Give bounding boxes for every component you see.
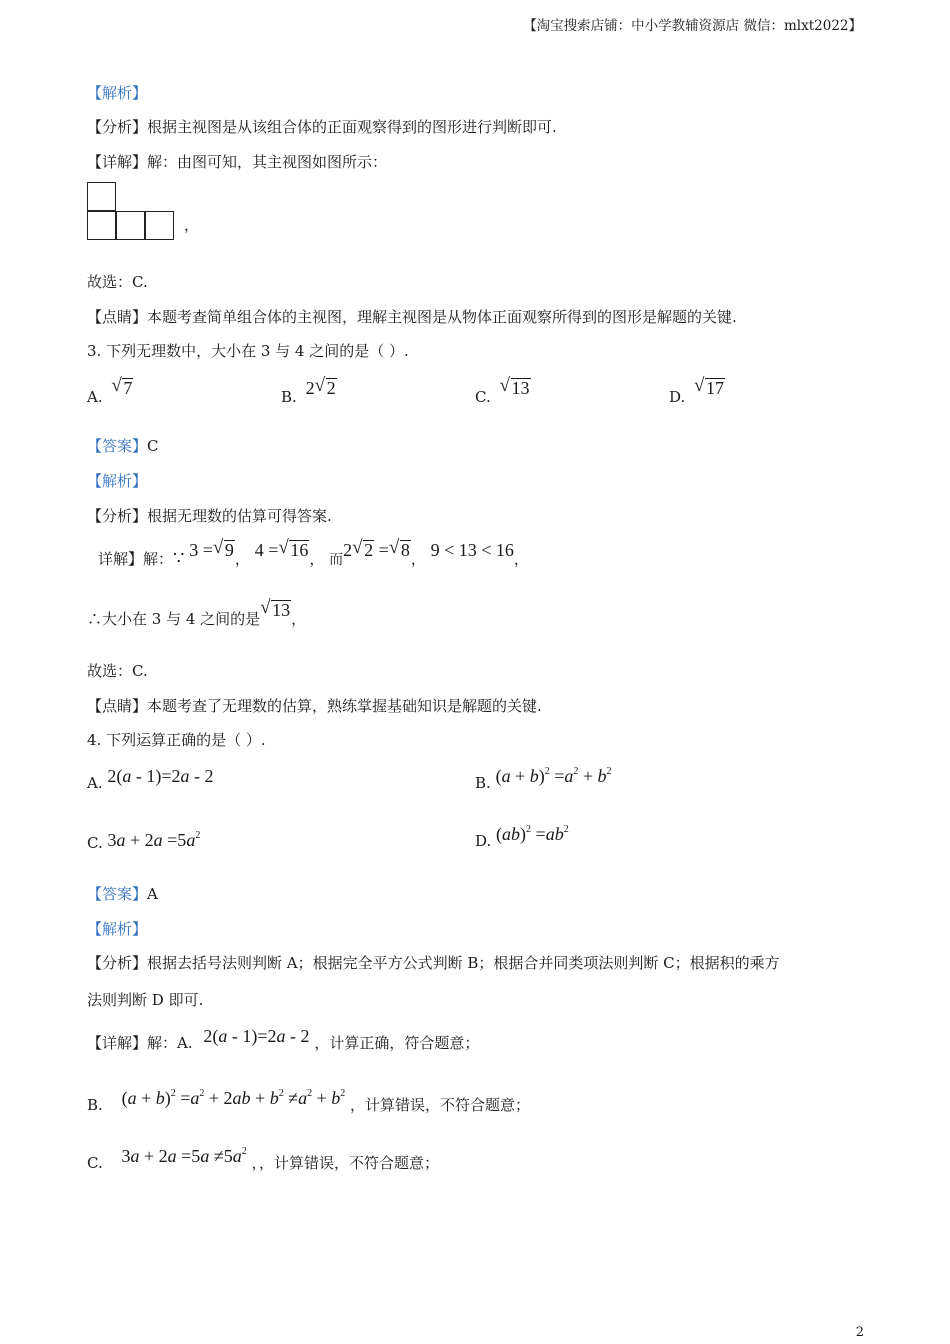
- sqrt-expression: [260, 597, 291, 621]
- xiangjie-prefix: 详解】解：: [98, 550, 174, 568]
- radical-sign-icon: √: [499, 375, 510, 396]
- q3-stem: 3. 下列无理数中，大小在 3 与 4 之间的是（ ）.: [87, 342, 409, 360]
- q3-option-b: [281, 375, 337, 406]
- figure-comma: ，: [184, 216, 200, 234]
- radical-sign-icon: √: [278, 537, 289, 558]
- q4-xiangjie-c: [87, 1146, 439, 1173]
- coefficient: 2: [343, 540, 353, 560]
- fenxi-tag: 【分析】: [87, 118, 148, 136]
- comma: ，: [291, 610, 307, 628]
- fenxi-line: [87, 116, 557, 137]
- sqrt-expression: [499, 375, 531, 399]
- radical-sign-icon: √: [694, 375, 705, 396]
- comma: ，: [234, 550, 250, 568]
- figure-cell-top: [87, 182, 116, 211]
- option-label: B.: [475, 774, 491, 792]
- option-label: B.: [281, 388, 297, 406]
- q4-xiangjie-b: [87, 1088, 530, 1115]
- radicand: 16: [290, 540, 309, 560]
- radicand: 7: [123, 378, 133, 398]
- figure-cell-bottom-3: [145, 211, 174, 240]
- sqrt-expression: [278, 537, 309, 561]
- inequality: 9 < 13 < 16: [430, 540, 514, 560]
- sqrt-expression: [212, 537, 235, 561]
- q3-therefore-line: [87, 597, 307, 629]
- xiangjie-suffix: ，计算正确，符合题意；: [314, 1034, 480, 1052]
- math-expression: 2(a - 1)=2a - 2: [203, 1026, 310, 1046]
- q3-answer-line: [87, 435, 159, 456]
- eq-lhs: 3 =: [189, 540, 213, 560]
- dianjing-text: 本题考查了无理数的估算，熟练掌握基础知识是解题的关键.: [147, 697, 542, 715]
- figure-cell-bottom-2: [116, 211, 145, 240]
- therefore-text: ∴大小在 3 与 4 之间的是: [87, 610, 261, 628]
- q4-analysis-tag: 【解析】: [87, 920, 148, 938]
- fenxi-tag: 【分析】: [87, 507, 148, 525]
- option-label: A.: [87, 388, 103, 406]
- sqrt-expression: [314, 375, 337, 399]
- q4-option-c: [87, 830, 200, 852]
- page-header: 【淘宝搜索店铺：中小学教辅资源店 微信：mlxt2022】: [523, 18, 862, 34]
- q3-choice-line: 故选：C.: [87, 662, 148, 680]
- xiangjie-text: 解：由图可知，其主视图如图所示：: [147, 153, 388, 171]
- math-expression: $(a + b)^2 =a^2 + 2ab + b^2 \ne a^2 + b^2$: [121, 1088, 346, 1108]
- q4-answer-line: [87, 883, 158, 904]
- fenxi-text: 根据去括号法则判断 A；根据完全平方公式判断 B；根据合并同类项法则判断 C；根据积的乘方: [147, 954, 780, 972]
- fenxi-tag: 【分析】: [87, 954, 148, 972]
- radicand: 2: [364, 540, 374, 560]
- page-number: 2: [855, 1325, 864, 1340]
- xiangjie-line: [87, 151, 387, 172]
- coefficient: 2: [305, 378, 315, 398]
- math-expression: $(ab)^2 =ab^2$: [496, 824, 569, 844]
- q3-option-c: [475, 375, 531, 406]
- option-label: C.: [475, 388, 491, 406]
- q4-xiangjie-a: [87, 1026, 479, 1053]
- front-view-figure: [87, 182, 179, 242]
- sqrt-expression: [352, 537, 374, 561]
- xiangjie-tag: 【详解】: [87, 153, 148, 171]
- radical-sign-icon: √: [111, 375, 122, 396]
- option-label: A.: [87, 774, 103, 792]
- q3-fenxi-line: [87, 505, 332, 526]
- radicand: 13: [511, 378, 530, 398]
- radical-sign-icon: √: [314, 375, 326, 396]
- q4-stem: 4. 下列运算正确的是（ ）.: [87, 731, 266, 749]
- option-label: B.: [87, 1096, 103, 1114]
- radical-sign-icon: √: [352, 537, 363, 558]
- xiangjie-prefix: 解：A.: [147, 1034, 193, 1052]
- sqrt-expression: [388, 537, 411, 561]
- radicand: 13: [272, 600, 291, 620]
- analysis-tag: 【解析】: [87, 84, 148, 102]
- math-expression: $(a + b)^2 =a^2 + b^2$: [495, 766, 612, 786]
- dianjing-tag: 【点睛】: [87, 308, 148, 326]
- conjunction: 而: [329, 552, 344, 568]
- xiangjie-tag: 【详解】: [87, 1034, 148, 1052]
- q4-fenxi-line-1: [87, 952, 780, 973]
- option-label: C.: [87, 1154, 103, 1172]
- answer-value: C: [147, 437, 159, 455]
- answer-tag: 【答案】: [87, 437, 148, 455]
- sqrt-expression: [694, 375, 725, 399]
- fenxi-text: 根据无理数的估算可得答案.: [147, 507, 332, 525]
- dianjing-tag: 【点睛】: [87, 697, 148, 715]
- q4-option-a: [87, 766, 214, 792]
- figure-cell-bottom-1: [87, 211, 116, 240]
- equals-sign: =: [378, 540, 389, 560]
- fenxi-text: 根据主视图是从该组合体的正面观察得到的图形进行判断即可.: [147, 118, 557, 136]
- q4-option-d: [475, 824, 569, 850]
- q3-dianjing-line: [87, 695, 542, 716]
- xiangjie-suffix: ，，计算错误，不符合题意；: [251, 1154, 439, 1172]
- q4-fenxi-line-2: 法则判断 D 即可.: [87, 991, 204, 1009]
- choice-line: 故选：C.: [87, 273, 148, 291]
- comma: ，: [513, 550, 529, 568]
- dianjing-line: [87, 306, 737, 327]
- radical-sign-icon: √: [212, 537, 224, 558]
- radical-sign-icon: √: [260, 597, 271, 618]
- eq-lhs: 4 =: [254, 540, 279, 560]
- math-expression: $3a + 2a =5a^2$: [107, 830, 201, 850]
- radicand: 9: [224, 540, 234, 560]
- xiangjie-suffix: ，计算错误，不符合题意；: [350, 1096, 531, 1114]
- option-label: C.: [87, 834, 103, 852]
- radicand: 2: [326, 378, 336, 398]
- q3-option-d: [669, 375, 725, 406]
- q3-option-a: [87, 375, 133, 406]
- math-expression: $3a + 2a =5a \ne 5a^2$: [121, 1146, 247, 1166]
- answer-tag: 【答案】: [87, 885, 148, 903]
- sqrt-expression: [111, 375, 133, 399]
- radicand: 17: [706, 378, 725, 398]
- because-symbol: ∵: [173, 548, 185, 569]
- radical-sign-icon: √: [388, 537, 400, 558]
- q4-option-b: [475, 766, 612, 792]
- answer-value: A: [147, 885, 158, 903]
- q3-analysis-tag: 【解析】: [87, 472, 148, 490]
- comma: ，: [410, 550, 426, 568]
- dianjing-text: 本题考查简单组合体的主视图，理解主视图是从物体正面观察所得到的图形是解题的关键.: [147, 308, 737, 326]
- comma: ，: [309, 550, 325, 568]
- option-label: D.: [475, 832, 492, 850]
- option-label: D.: [669, 388, 686, 406]
- radicand: 8: [400, 540, 410, 560]
- q3-xiangjie-line: [98, 537, 529, 569]
- math-expression: 2(a - 1)=2a - 2: [107, 766, 214, 786]
